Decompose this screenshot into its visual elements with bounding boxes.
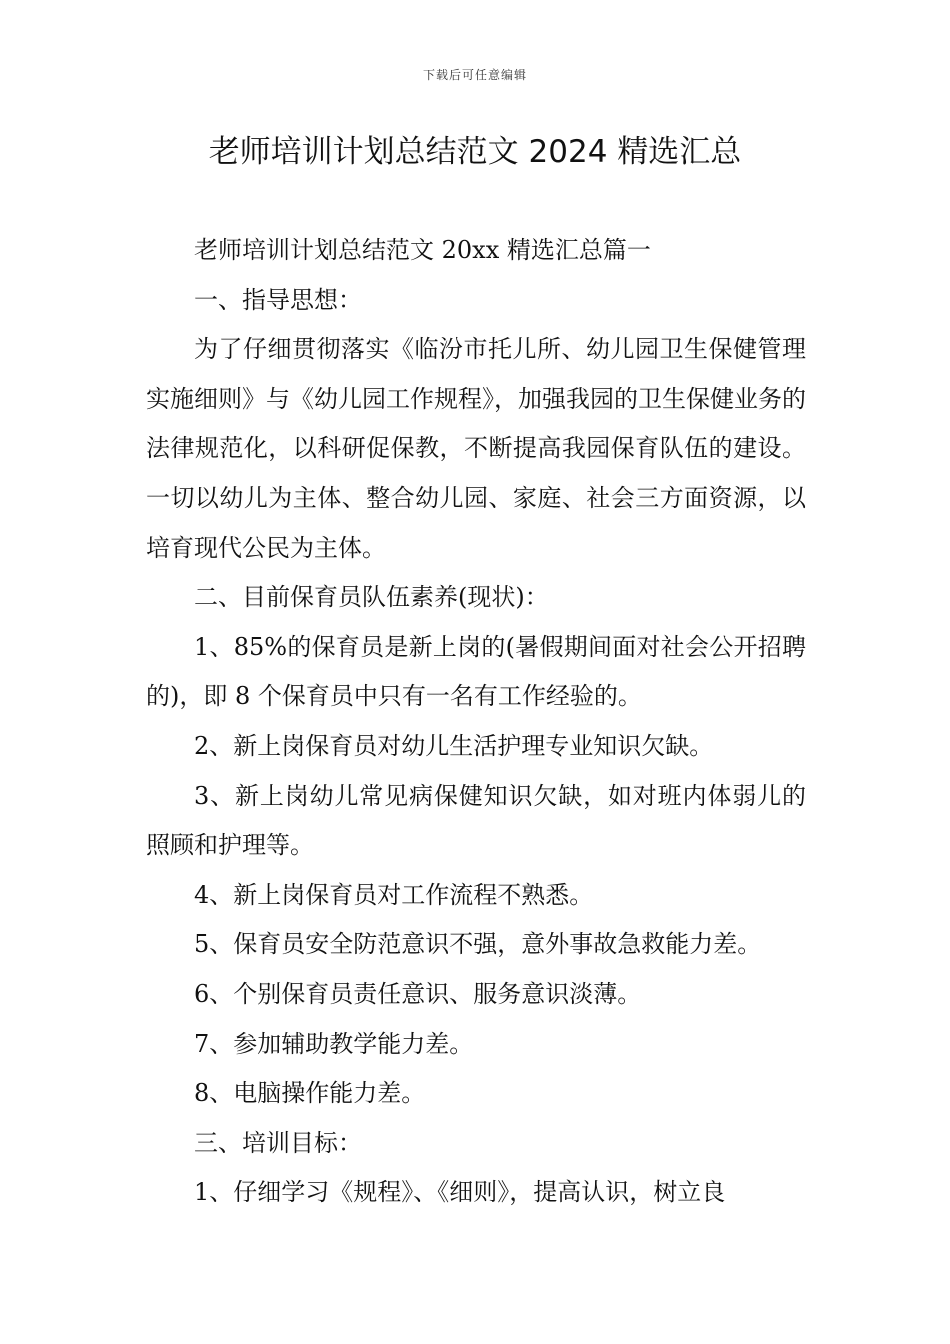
list-item: 2、新上岗保育员对幼儿生活护理专业知识欠缺。 (194, 731, 714, 760)
paragraph: 为了仔细贯彻落实《临汾市托儿所、幼儿园卫生保健管理实施细则》与《幼儿园工作规程》，加强我园的卫生保健业务的法律规范化，以科研促保教，不断提高我园保育队伍的建设。一切以幼儿为主体、整合幼儿园、家庭、社会三方面资源，以培育现代公民为主体。 (146, 335, 806, 562)
list-item: 4、新上岗保育员对工作流程不熟悉。 (194, 880, 594, 909)
heading-guiding-thought: 一、指导思想： (194, 285, 362, 314)
list-item: 1、85%的保育员是新上岗的(暑假期间面对社会公开招聘的)，即 8 个保育员中只有一名有工作经验的。 (146, 632, 806, 711)
list-item: 7、参加辅助教学能力差。 (194, 1029, 474, 1058)
list-item: 1、仔细学习《规程》、《细则》，提高认识，树立良 (194, 1178, 726, 1207)
list-item: 5、保育员安全防范意识不强，意外事故急救能力差。 (194, 930, 762, 959)
heading-current-status: 二、目前保育员队伍素养(现状)： (194, 583, 549, 612)
section-heading: 老师培训计划总结范文 20xx 精选汇总篇一 (194, 236, 651, 264)
list-item: 6、个别保育员责任意识、服务意识淡薄。 (194, 979, 642, 1008)
header-note: 下载后可任意编辑 (422, 68, 527, 82)
list-item: 8、电脑操作能力差。 (194, 1079, 426, 1108)
list-item: 3、新上岗幼儿常见病保健知识欠缺，如对班内体弱儿的照顾和护理等。 (146, 781, 806, 860)
heading-training-goals: 三、培训目标： (194, 1128, 362, 1157)
document-body (146, 226, 806, 1218)
document-title: 老师培训计划总结范文 2024 精选汇总 (208, 134, 742, 170)
